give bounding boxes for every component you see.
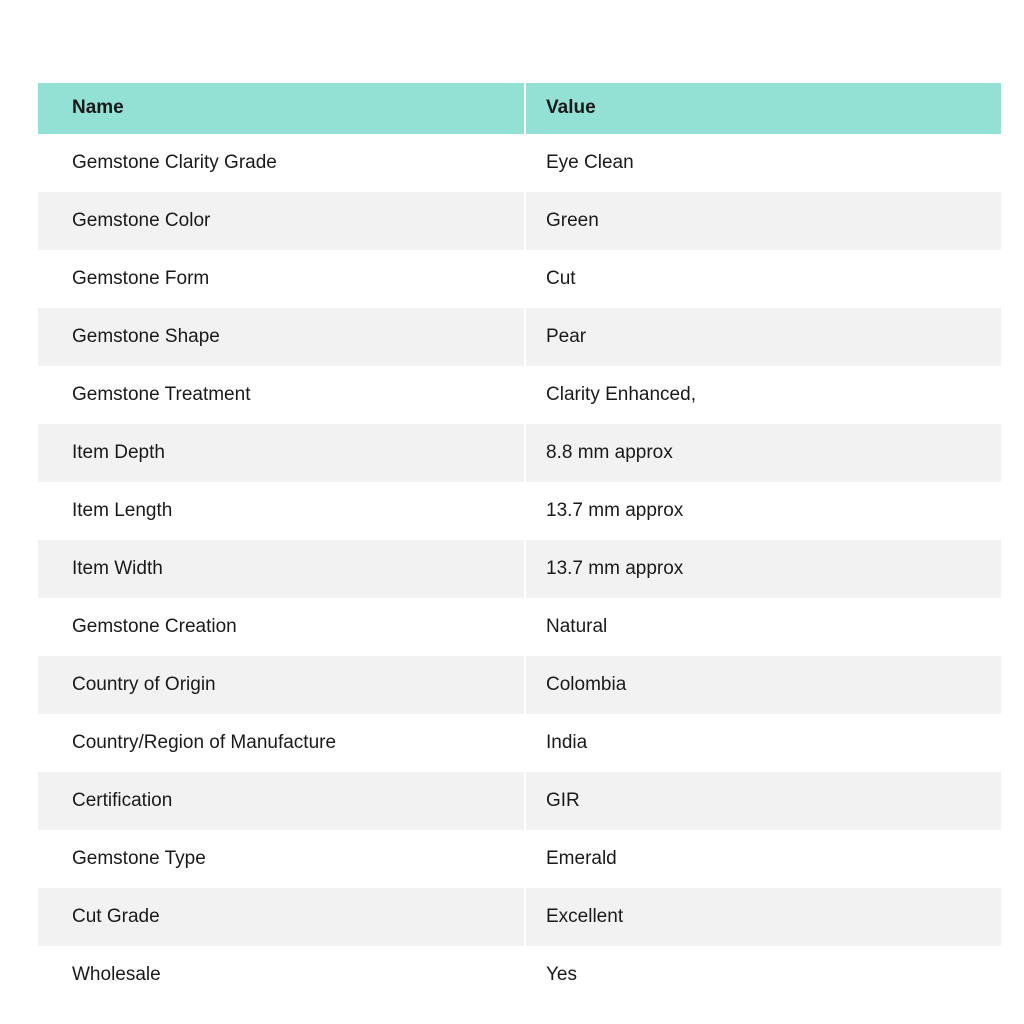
attribute-value-cell: Natural	[524, 598, 1001, 656]
attribute-value-cell: Pear	[524, 308, 1001, 366]
table-row	[38, 366, 1001, 424]
attribute-value-cell: Eye Clean	[524, 134, 1001, 192]
table-row	[38, 656, 1001, 714]
attribute-name-cell: Certification	[72, 789, 173, 811]
attribute-value-cell: Green	[524, 192, 1001, 250]
attribute-name-cell: Gemstone Color	[72, 209, 211, 231]
table-row	[38, 946, 1001, 1004]
attribute-name-cell: Item Depth	[72, 441, 165, 463]
table-row	[38, 830, 1001, 888]
attribute-name-cell: Item Length	[72, 499, 173, 521]
attribute-name-cell: Wholesale	[72, 963, 161, 985]
attribute-name-cell: Country of Origin	[72, 673, 216, 695]
table-row	[38, 888, 1001, 946]
header-value-column: Value	[524, 83, 1001, 134]
table-row	[38, 192, 1001, 250]
attribute-name-cell: Cut Grade	[72, 905, 160, 927]
table-row	[38, 540, 1001, 598]
attribute-value-cell: 13.7 mm approx	[524, 482, 1001, 540]
item-specifics-table	[38, 83, 1001, 1004]
attribute-value-cell: Excellent	[524, 888, 1001, 946]
attribute-value-cell: Emerald	[524, 830, 1001, 888]
attribute-value-cell: India	[524, 714, 1001, 772]
attribute-value-cell: 8.8 mm approx	[524, 424, 1001, 482]
attribute-name-cell: Gemstone Treatment	[72, 383, 251, 405]
table-row	[38, 714, 1001, 772]
attribute-name-cell: Gemstone Type	[72, 847, 206, 869]
attribute-name-cell: Gemstone Shape	[72, 325, 220, 347]
attribute-value-cell: GIR	[524, 772, 1001, 830]
table-row	[38, 308, 1001, 366]
table-row	[38, 134, 1001, 192]
table-row	[38, 598, 1001, 656]
attribute-value-cell: Clarity Enhanced,	[524, 366, 1001, 424]
attribute-name-cell: Gemstone Form	[72, 267, 210, 289]
attribute-name-cell: Gemstone Creation	[72, 615, 237, 637]
table-body	[38, 134, 1001, 1004]
attribute-name-cell: Item Width	[72, 557, 163, 579]
table-row	[38, 250, 1001, 308]
attribute-value-cell: 13.7 mm approx	[524, 540, 1001, 598]
header-name-column: Name	[72, 97, 124, 119]
table-header-row	[38, 83, 1001, 134]
attribute-value-cell: Cut	[524, 250, 1001, 308]
attribute-name-cell: Country/Region of Manufacture	[72, 731, 337, 753]
attribute-name-cell: Gemstone Clarity Grade	[72, 151, 277, 173]
table-row	[38, 482, 1001, 540]
table-row	[38, 772, 1001, 830]
attribute-value-cell: Colombia	[524, 656, 1001, 714]
table-row	[38, 424, 1001, 482]
attribute-value-cell: Yes	[524, 946, 1001, 1004]
